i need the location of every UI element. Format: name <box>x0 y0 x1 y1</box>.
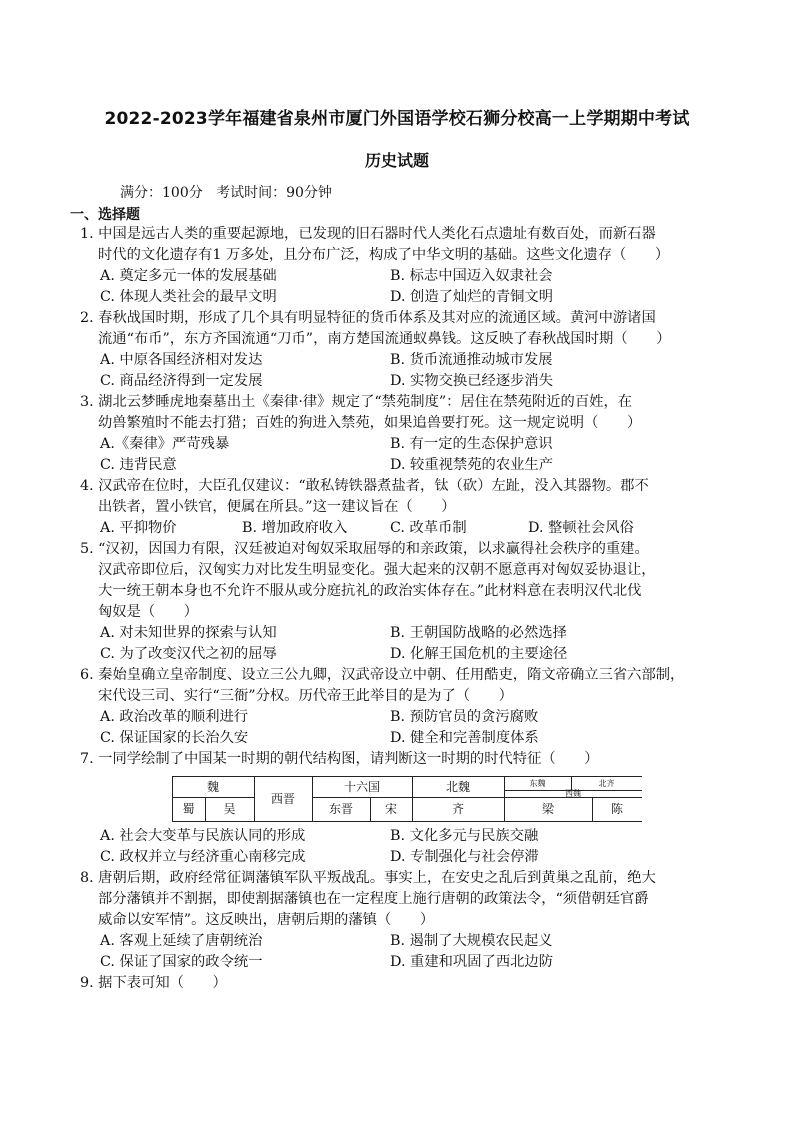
question-text: 出铁者，置小铁官，便属在所县。”这一建议旨在（ ） <box>98 499 456 515</box>
dynasty-wei: 魏 <box>206 779 219 794</box>
dynasty-dongwei: 东魏 <box>529 779 546 788</box>
question-text: 5. “汉初，因国力有限，汉廷被迫对匈奴采取屈辱的和亲政策，以求赢得社会秩序的重建。 <box>80 541 649 557</box>
options <box>80 826 720 868</box>
dynasty-xijin: 西晋 <box>270 791 295 806</box>
option-a: A. 奠定多元一体的发展基础 <box>100 268 277 284</box>
question-6 <box>80 665 720 749</box>
option-b: B. 王朝国防战略的必然选择 <box>390 625 567 641</box>
question-text: 6. 秦始皇确立皇帝制度、设立三公九卿，汉武帝设立中朝、任用酷吏，隋文帝确立三省六部制， <box>80 667 685 683</box>
option-b: B. 遏制了大规模农民起义 <box>390 933 553 949</box>
exam-meta: 满分：100分 考试时间：90分钟 <box>120 185 332 201</box>
dynasty-beiwei: 北魏 <box>445 779 470 794</box>
question-text: 4. 汉武帝在位时，大臣孔仅建议：“敢私铸铁器煮盐者，钛（砍）左趾，没入其器物。郡不 <box>80 478 649 494</box>
option-b: B. 预防官员的贪污腐败 <box>390 709 539 725</box>
option-c: C. 保证国家的长治久安 <box>100 730 249 746</box>
options <box>80 931 720 973</box>
section-heading: 一、选择题 <box>70 207 140 223</box>
dynasty-qi: 齐 <box>451 801 464 816</box>
question-8 <box>80 868 720 973</box>
question-text: 7. 一同学绘制了中国某一时期的朝代结构图，请判断这一时期的时代特征（ ） <box>80 751 599 767</box>
question-5 <box>80 539 720 665</box>
question-9 <box>80 973 720 994</box>
option-c: C. 保证了国家的政令统一 <box>100 954 263 970</box>
dynasty-wu: 吴 <box>223 801 236 816</box>
question-2 <box>80 308 720 392</box>
dynasty-shu: 蜀 <box>182 801 195 816</box>
questions <box>80 224 720 994</box>
option-a: A.《秦律》严苛残暴 <box>100 436 230 452</box>
option-d: D. 整顿社会风俗 <box>528 520 634 536</box>
option-a: A. 社会大变革与民族认同的形成 <box>100 828 306 844</box>
option-b: B. 有一定的生态保护意识 <box>390 436 553 452</box>
question-text: 匈奴是（ ） <box>98 604 199 620</box>
option-c: C. 商品经济得到一定发展 <box>100 373 263 389</box>
options <box>80 623 720 665</box>
option-a: A. 对未知世界的探索与认知 <box>100 625 277 641</box>
question-text: 1. 中国是远古人类的重要起源地，已发现的旧石器时代人类化石点遗址有数百处，而新石器 <box>80 226 656 242</box>
question-text: 汉武帝即位后，汉匈实力对比发生明显变化。强大起来的汉朝不愿意再对匈奴妥协退让， <box>98 562 656 578</box>
question-text: 2. 春秋战国时期，形成了几个具有明显特征的货币体系及其对应的流通区域。黄河中游诸国 <box>80 310 656 326</box>
question-text: 3. 湖北云梦睡虎地秦墓出土《秦律·律》规定了“禁苑制度”：居住在禁苑附近的百姓，在 <box>80 394 633 410</box>
option-d: D. 专制强化与社会停滞 <box>390 849 539 865</box>
dynasty-dongjin: 东晋 <box>328 801 353 816</box>
option-b: B. 货币流通推动城市发展 <box>390 352 553 368</box>
option-d: D. 重建和巩固了西北边防 <box>390 954 554 970</box>
options <box>80 434 720 476</box>
option-a: A. 政治改革的顺利进行 <box>100 709 249 725</box>
question-4 <box>80 476 720 539</box>
option-c: C. 改革币制 <box>390 520 467 536</box>
option-d: D. 较重视禁苑的农业生产 <box>390 457 554 473</box>
option-b: B. 标志中国迈入奴隶社会 <box>390 268 553 284</box>
option-a: A. 客观上延续了唐朝统治 <box>100 933 263 949</box>
option-d: D. 化解王国危机的主要途径 <box>390 646 568 662</box>
question-text: 时代的文化遗存有1 万多处，且分布广泛，构成了中华文明的基础。这些文化遗存（ ） <box>98 247 670 263</box>
option-c: C. 政权并立与经济重心南移完成 <box>100 849 306 865</box>
option-c: C. 违背民意 <box>100 457 177 473</box>
question-text: 宋代设三司、实行“三衙”分权。历代帝王此举目的是为了（ ） <box>98 688 513 704</box>
dynasty-shiliuguo: 十六国 <box>343 779 380 794</box>
option-a: A. 平抑物价 <box>100 520 177 536</box>
option-c: C. 体现人类社会的最早文明 <box>100 289 277 305</box>
dynasty-chen: 陈 <box>610 801 623 816</box>
option-d: D. 健全和完善制度体系 <box>390 730 539 746</box>
option-d: D. 创造了灿烂的青铜文明 <box>390 289 554 305</box>
dynasty-liang: 梁 <box>541 801 554 816</box>
option-c: C. 为了改变汉代之初的屈辱 <box>100 646 277 662</box>
options <box>80 350 720 392</box>
question-text: 8. 唐朝后期，政府经常征调藩镇军队平叛战乱。事实上，在安史之乱后到黄巢之乱前，绝大 <box>80 870 656 886</box>
question-text: 大一统王朝本身也不允许不服从或分庭抗礼的政治实体存在。”此材料意在表明汉代北伐 <box>98 583 642 599</box>
dynasty-beiqi: 北齐 <box>598 779 615 788</box>
question-3 <box>80 392 720 476</box>
exam-title: 2022-2023学年福建省泉州市厦门外国语学校石狮分校高一上学期期中考试 <box>104 109 690 129</box>
question-text: 威命以安军情”。这反映出，唐朝后期的藩镇（ ） <box>98 912 435 928</box>
option-a: A. 中原各国经济相对发达 <box>100 352 263 368</box>
question-text: 9. 据下表可知（ ） <box>80 975 227 991</box>
dynasty-song: 宋 <box>384 801 397 816</box>
option-b: B. 文化多元与民族交融 <box>390 828 539 844</box>
dynasty-xiwei: 西魏 <box>565 789 581 798</box>
option-d: D. 实物交换已经逐步消失 <box>390 373 554 389</box>
question-text: 部分藩镇并不割据，即使割据藩镇也在一定程度上施行唐朝的政策法令，“须借朝廷官爵 <box>98 891 649 907</box>
options <box>80 518 720 539</box>
dynasty-structure-table <box>172 776 642 822</box>
option-b: B. 增加政府收入 <box>242 520 348 536</box>
options <box>80 266 720 308</box>
question-text: 流通“布币”，东方齐国流通“刀币”，南方楚国流通蚁鼻钱。这反映了春秋战国时期（ ） <box>98 331 671 347</box>
question-1 <box>80 224 720 308</box>
subject-title: 历史试题 <box>364 151 429 170</box>
options <box>80 707 720 749</box>
question-text: 幼兽繁殖时不能去打猎；百姓的狗进入禁苑，如果追兽要打死。这一规定说明（ ） <box>98 415 642 431</box>
question-7 <box>80 749 720 868</box>
